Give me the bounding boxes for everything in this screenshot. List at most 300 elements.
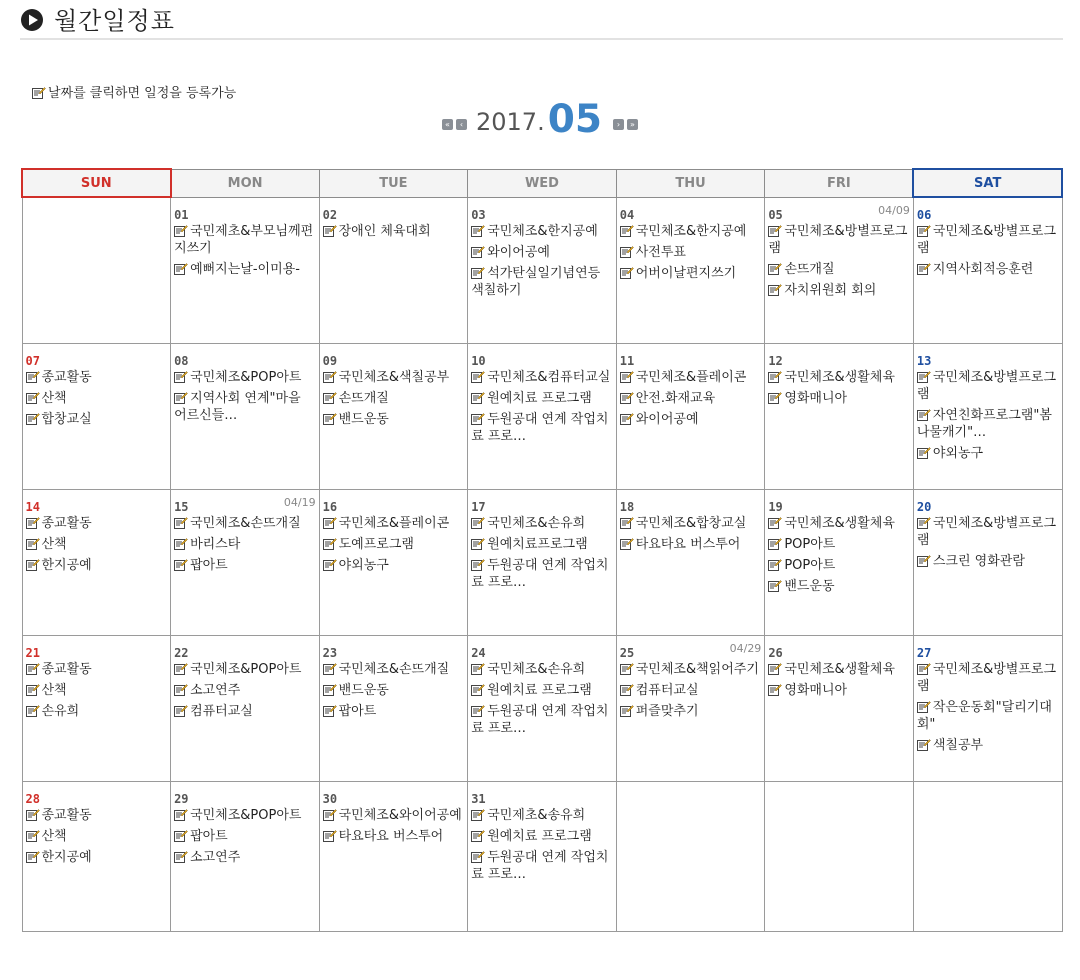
event-label: 컴퓨터교실 bbox=[190, 703, 253, 719]
day-header bbox=[471, 350, 613, 367]
event-label: 와이어공예 bbox=[487, 244, 550, 260]
day-header bbox=[768, 496, 910, 513]
event-label: 밴드운동 bbox=[338, 682, 389, 698]
day-cell[interactable] bbox=[22, 343, 171, 489]
day-cell[interactable] bbox=[468, 635, 617, 781]
page-header bbox=[20, 0, 1063, 40]
day-cell[interactable] bbox=[765, 489, 914, 635]
memo-pencil-icon bbox=[174, 537, 188, 550]
event-label: 팝아트 bbox=[338, 703, 377, 719]
day-cell[interactable] bbox=[468, 489, 617, 635]
memo-pencil-icon bbox=[620, 391, 634, 404]
event-item[interactable] bbox=[768, 282, 910, 299]
day-header bbox=[768, 204, 910, 221]
empty-day-cell bbox=[765, 781, 914, 931]
day-header bbox=[471, 204, 613, 221]
day-cell[interactable] bbox=[171, 781, 320, 931]
event-item[interactable] bbox=[323, 411, 465, 428]
event-label: POP아트 bbox=[784, 536, 836, 552]
event-item[interactable] bbox=[471, 682, 613, 699]
day-number[interactable]: 12 bbox=[768, 353, 783, 368]
event-label: 장애인 체육대회 bbox=[338, 223, 431, 239]
event-item[interactable] bbox=[323, 557, 465, 574]
month-nav bbox=[0, 97, 1080, 150]
week-row bbox=[22, 781, 1062, 931]
memo-pencil-icon bbox=[471, 850, 485, 863]
event-item[interactable] bbox=[26, 515, 168, 532]
event-label: 산책 bbox=[41, 828, 67, 844]
memo-pencil-icon bbox=[174, 370, 188, 383]
event-label: 국민체조&방별프로그램 bbox=[916, 515, 1057, 548]
day-number[interactable]: 11 bbox=[619, 353, 635, 368]
event-item[interactable] bbox=[26, 390, 168, 407]
memo-pencil-icon bbox=[174, 829, 188, 842]
memo-pencil-icon bbox=[323, 683, 337, 696]
event-item[interactable] bbox=[917, 261, 1059, 278]
event-label: 타요타요 버스투어 bbox=[338, 828, 444, 844]
event-item[interactable] bbox=[323, 703, 465, 720]
event-label: 국민체조&손뜨개질 bbox=[338, 661, 450, 677]
event-label: 손뜨개질 bbox=[338, 390, 389, 406]
event-item[interactable] bbox=[471, 703, 613, 737]
memo-pencil-icon bbox=[620, 266, 634, 279]
event-label: 국민체조&손유희 bbox=[487, 661, 586, 677]
event-label: 한지공예 bbox=[41, 557, 92, 573]
event-item[interactable] bbox=[174, 661, 316, 678]
event-item[interactable] bbox=[917, 223, 1059, 257]
event-item[interactable] bbox=[917, 553, 1059, 570]
memo-pencil-icon bbox=[323, 537, 337, 550]
event-item[interactable] bbox=[917, 407, 1059, 441]
day-cell[interactable] bbox=[319, 489, 468, 635]
notice-text: 날짜를 클릭하면 일정을 등록가능 bbox=[48, 86, 237, 101]
event-label: 국민체조&손뜨개질 bbox=[190, 515, 301, 531]
prev-month-button[interactable]: ‹ bbox=[456, 119, 467, 130]
day-cell[interactable] bbox=[913, 489, 1062, 635]
memo-pencil-icon bbox=[471, 704, 485, 717]
event-label: 작은운동회"달리기대회" bbox=[916, 699, 1052, 732]
day-header bbox=[174, 204, 316, 221]
day-header bbox=[323, 496, 465, 513]
event-label: 색칠공부 bbox=[932, 737, 984, 753]
memo-pencil-icon bbox=[323, 516, 337, 529]
day-number[interactable]: 21 bbox=[25, 645, 40, 660]
event-label: 야외농구 bbox=[338, 557, 389, 573]
memo-pencil-icon bbox=[917, 224, 931, 237]
day-number[interactable]: 14 bbox=[25, 499, 40, 514]
memo-pencil-icon bbox=[471, 391, 485, 404]
memo-pencil-icon bbox=[26, 391, 40, 404]
day-number[interactable]: 28 bbox=[25, 791, 40, 806]
event-label: 국민체조&생활체육 bbox=[784, 661, 895, 677]
event-item[interactable] bbox=[620, 244, 762, 261]
event-label: 바리스타 bbox=[190, 536, 241, 552]
memo-pencil-icon bbox=[471, 558, 485, 571]
day-cell[interactable] bbox=[616, 489, 765, 635]
memo-pencil-icon bbox=[26, 558, 40, 571]
event-label: 도예프로그램 bbox=[338, 536, 414, 552]
event-item[interactable] bbox=[174, 849, 316, 866]
empty-day-cell bbox=[913, 781, 1062, 931]
day-number[interactable]: 01 bbox=[174, 207, 189, 222]
memo-pencil-icon bbox=[768, 579, 782, 592]
event-item[interactable] bbox=[26, 557, 168, 574]
event-label: 국민체조&손유희 bbox=[487, 515, 586, 531]
memo-pencil-icon bbox=[917, 554, 931, 567]
memo-pencil-icon bbox=[174, 850, 188, 863]
event-label: 종교활동 bbox=[41, 661, 92, 677]
event-label: 원예치료 프로그램 bbox=[487, 390, 592, 406]
day-header bbox=[174, 350, 316, 367]
day-cell[interactable] bbox=[765, 343, 914, 489]
event-item[interactable] bbox=[917, 445, 1059, 462]
day-number[interactable]: 13 bbox=[916, 353, 932, 368]
event-label: 두원공대 연계 작업치료 프로… bbox=[471, 703, 609, 736]
event-item[interactable] bbox=[768, 369, 910, 386]
event-label: 두원공대 연계 작업치료 프로… bbox=[471, 411, 609, 444]
memo-pencil-icon bbox=[620, 412, 634, 425]
weekday-tue: TUE bbox=[319, 169, 468, 197]
day-header bbox=[323, 642, 465, 659]
memo-pencil-icon bbox=[917, 370, 931, 383]
day-number[interactable]: 27 bbox=[916, 645, 932, 660]
event-item[interactable] bbox=[26, 849, 168, 866]
memo-pencil-icon bbox=[323, 391, 337, 404]
event-label: 산책 bbox=[41, 682, 67, 698]
event-item[interactable] bbox=[620, 661, 762, 678]
event-item[interactable] bbox=[174, 807, 316, 824]
day-cell[interactable] bbox=[171, 489, 320, 635]
day-cell[interactable] bbox=[171, 197, 320, 343]
day-number[interactable]: 02 bbox=[322, 207, 338, 222]
event-item[interactable] bbox=[620, 265, 762, 282]
memo-pencil-icon bbox=[174, 516, 188, 529]
event-label: 야외농구 bbox=[932, 445, 984, 461]
event-label: 밴드운동 bbox=[784, 578, 835, 594]
event-item[interactable] bbox=[471, 265, 613, 299]
event-label: 국민제초&송유희 bbox=[487, 807, 586, 823]
event-item[interactable] bbox=[471, 807, 613, 824]
event-label: 퍼즐맞추기 bbox=[635, 703, 699, 719]
day-number[interactable]: 23 bbox=[322, 645, 338, 660]
day-number[interactable]: 18 bbox=[619, 499, 635, 514]
event-item[interactable] bbox=[26, 661, 168, 678]
memo-pencil-icon bbox=[620, 683, 634, 696]
event-item[interactable] bbox=[471, 411, 613, 445]
day-number[interactable]: 05 bbox=[768, 207, 783, 222]
event-label: 종교활동 bbox=[41, 515, 92, 531]
memo-pencil-icon bbox=[26, 704, 40, 717]
memo-pencil-icon bbox=[26, 829, 40, 842]
event-item[interactable] bbox=[768, 682, 910, 699]
event-item[interactable] bbox=[917, 661, 1059, 695]
event-item[interactable] bbox=[471, 390, 613, 407]
memo-pencil-icon bbox=[32, 86, 46, 99]
day-number[interactable]: 04 bbox=[619, 207, 635, 222]
event-item[interactable] bbox=[471, 557, 613, 591]
event-item[interactable] bbox=[323, 807, 465, 824]
event-item[interactable] bbox=[768, 223, 910, 257]
event-item[interactable] bbox=[323, 682, 465, 699]
event-label: 소고연주 bbox=[190, 682, 241, 698]
event-item[interactable] bbox=[26, 411, 168, 428]
day-header bbox=[471, 496, 613, 513]
event-label: 국민체조&색칠공부 bbox=[338, 369, 450, 385]
memo-pencil-icon bbox=[471, 266, 485, 279]
memo-pencil-icon bbox=[471, 808, 485, 821]
event-item[interactable] bbox=[26, 682, 168, 699]
event-item[interactable] bbox=[323, 661, 465, 678]
memo-pencil-icon bbox=[620, 224, 634, 237]
event-item[interactable] bbox=[768, 578, 910, 595]
memo-pencil-icon bbox=[471, 829, 485, 842]
event-label: 밴드운동 bbox=[338, 411, 389, 427]
memo-pencil-icon bbox=[471, 224, 485, 237]
day-number[interactable]: 20 bbox=[916, 499, 932, 514]
memo-pencil-icon bbox=[620, 662, 634, 675]
memo-pencil-icon bbox=[26, 808, 40, 821]
day-cell[interactable] bbox=[468, 781, 617, 931]
day-cell[interactable] bbox=[22, 635, 171, 781]
day-cell[interactable] bbox=[765, 635, 914, 781]
memo-pencil-icon bbox=[917, 700, 931, 713]
event-item[interactable] bbox=[323, 515, 465, 532]
day-number[interactable]: 22 bbox=[174, 645, 189, 660]
event-item[interactable] bbox=[26, 807, 168, 824]
event-label: 국민체조&방별프로그램 bbox=[916, 661, 1057, 694]
memo-pencil-icon bbox=[768, 662, 782, 675]
event-item[interactable] bbox=[768, 390, 910, 407]
memo-pencil-icon bbox=[174, 662, 188, 675]
lunar-date: 04/29 bbox=[729, 641, 762, 655]
year-label: 2017. bbox=[476, 108, 545, 136]
day-cell[interactable] bbox=[319, 781, 468, 931]
day-number[interactable]: 31 bbox=[471, 791, 486, 806]
event-item[interactable] bbox=[323, 828, 465, 845]
event-item[interactable] bbox=[768, 661, 910, 678]
event-item[interactable] bbox=[768, 515, 910, 532]
event-label: 자연친화프로그램"봄나물캐기"… bbox=[916, 407, 1052, 440]
empty-day-cell bbox=[616, 781, 765, 931]
event-item[interactable] bbox=[174, 515, 316, 532]
day-number[interactable]: 10 bbox=[471, 353, 486, 368]
day-header bbox=[323, 788, 465, 805]
day-cell[interactable] bbox=[913, 197, 1062, 343]
event-item[interactable] bbox=[917, 737, 1059, 754]
event-item[interactable] bbox=[174, 369, 316, 386]
day-cell[interactable] bbox=[22, 781, 171, 931]
day-number[interactable]: 16 bbox=[322, 499, 338, 514]
memo-pencil-icon bbox=[917, 408, 931, 421]
event-item[interactable] bbox=[620, 536, 762, 553]
memo-pencil-icon bbox=[917, 262, 931, 275]
event-item[interactable] bbox=[471, 515, 613, 532]
event-item[interactable] bbox=[620, 369, 762, 386]
memo-pencil-icon bbox=[174, 262, 188, 275]
memo-pencil-icon bbox=[620, 245, 634, 258]
day-number[interactable]: 25 bbox=[619, 645, 635, 660]
day-cell[interactable] bbox=[468, 197, 617, 343]
memo-pencil-icon bbox=[768, 370, 782, 383]
event-label: 종교활동 bbox=[41, 807, 92, 823]
event-item[interactable] bbox=[620, 703, 762, 720]
day-cell[interactable] bbox=[171, 635, 320, 781]
event-label: POP아트 bbox=[784, 557, 836, 573]
event-item[interactable] bbox=[620, 682, 762, 699]
event-item[interactable] bbox=[26, 536, 168, 553]
event-label: 예뻐지는날-이미용- bbox=[190, 261, 300, 277]
memo-pencil-icon bbox=[471, 537, 485, 550]
memo-pencil-icon bbox=[620, 704, 634, 717]
event-label: 원예치료프로그램 bbox=[487, 536, 588, 552]
day-number[interactable]: 26 bbox=[768, 645, 783, 660]
event-item[interactable] bbox=[323, 223, 465, 240]
event-item[interactable] bbox=[471, 828, 613, 845]
next-month-button[interactable]: › bbox=[613, 119, 624, 130]
event-item[interactable] bbox=[620, 515, 762, 532]
memo-pencil-icon bbox=[26, 683, 40, 696]
event-label: 한지공예 bbox=[41, 849, 92, 865]
event-item[interactable] bbox=[768, 536, 910, 553]
event-label: 국민체조&방별프로그램 bbox=[916, 224, 1057, 256]
day-number[interactable]: 19 bbox=[768, 499, 783, 514]
lunar-date: 04/19 bbox=[283, 495, 316, 509]
event-label: 손뜨개질 bbox=[784, 261, 835, 277]
weekday-mon: MON bbox=[171, 169, 320, 197]
week-row bbox=[22, 489, 1062, 635]
day-number[interactable]: 07 bbox=[25, 353, 40, 368]
day-cell[interactable] bbox=[468, 343, 617, 489]
event-item[interactable] bbox=[471, 849, 613, 883]
day-header bbox=[174, 642, 316, 659]
event-item[interactable] bbox=[471, 244, 613, 261]
day-header bbox=[26, 350, 168, 367]
memo-pencil-icon bbox=[26, 412, 40, 425]
memo-pencil-icon bbox=[323, 412, 337, 425]
event-item[interactable] bbox=[620, 223, 762, 240]
event-item[interactable] bbox=[471, 369, 613, 386]
memo-pencil-icon bbox=[768, 558, 782, 571]
event-item[interactable] bbox=[174, 703, 316, 720]
event-item[interactable] bbox=[620, 390, 762, 407]
event-item[interactable] bbox=[26, 703, 168, 720]
event-item[interactable] bbox=[917, 699, 1059, 733]
event-item[interactable] bbox=[917, 515, 1059, 549]
memo-pencil-icon bbox=[323, 704, 337, 717]
event-label: 국민제초&부모님께편지쓰기 bbox=[174, 223, 314, 256]
event-item[interactable] bbox=[174, 682, 316, 699]
memo-pencil-icon bbox=[26, 662, 40, 675]
event-item[interactable] bbox=[471, 223, 613, 240]
weekday-header-row bbox=[22, 169, 1062, 197]
memo-pencil-icon bbox=[917, 738, 931, 751]
day-number[interactable]: 15 bbox=[174, 499, 189, 514]
day-number[interactable]: 09 bbox=[322, 353, 338, 368]
day-number[interactable]: 08 bbox=[174, 353, 189, 368]
event-label: 원예치료 프로그램 bbox=[487, 682, 592, 698]
day-cell[interactable] bbox=[22, 489, 171, 635]
event-item[interactable] bbox=[768, 557, 910, 574]
event-label: 국민체조&한지공예 bbox=[635, 223, 747, 239]
day-cell[interactable] bbox=[765, 197, 914, 343]
day-cell[interactable] bbox=[319, 343, 468, 489]
prev-year-button[interactable]: « bbox=[442, 119, 453, 130]
event-item[interactable] bbox=[26, 828, 168, 845]
day-cell[interactable] bbox=[171, 343, 320, 489]
event-label: 컴퓨터교실 bbox=[635, 682, 699, 698]
day-cell[interactable] bbox=[913, 343, 1062, 489]
day-cell[interactable] bbox=[616, 343, 765, 489]
event-label: 안전.화재교육 bbox=[635, 390, 716, 406]
day-cell[interactable] bbox=[616, 635, 765, 781]
calendar-table bbox=[21, 168, 1063, 932]
day-cell[interactable] bbox=[616, 197, 765, 343]
page-title: 월간일정표 bbox=[54, 7, 175, 35]
event-label: 팝아트 bbox=[190, 557, 228, 573]
memo-pencil-icon bbox=[174, 683, 188, 696]
event-item[interactable] bbox=[471, 661, 613, 678]
event-item[interactable] bbox=[323, 369, 465, 386]
play-circle-icon bbox=[20, 8, 44, 32]
week-row bbox=[22, 343, 1062, 489]
weekday-sat: SAT bbox=[913, 169, 1062, 197]
day-header bbox=[917, 642, 1059, 659]
day-cell[interactable] bbox=[913, 635, 1062, 781]
event-item[interactable] bbox=[174, 557, 316, 574]
memo-pencil-icon bbox=[471, 516, 485, 529]
event-item[interactable] bbox=[323, 536, 465, 553]
day-number[interactable]: 03 bbox=[471, 207, 486, 222]
event-item[interactable] bbox=[768, 261, 910, 278]
event-label: 영화매니아 bbox=[784, 682, 848, 698]
event-item[interactable] bbox=[174, 261, 316, 278]
memo-pencil-icon bbox=[323, 370, 337, 383]
day-header bbox=[620, 642, 762, 659]
day-number[interactable]: 30 bbox=[322, 791, 338, 806]
day-number[interactable]: 24 bbox=[471, 645, 486, 660]
day-header bbox=[620, 496, 762, 513]
event-label: 타요타요 버스투어 bbox=[635, 536, 741, 552]
next-year-button[interactable]: » bbox=[627, 119, 638, 130]
weekday-wed: WED bbox=[468, 169, 617, 197]
day-number[interactable]: 29 bbox=[174, 791, 189, 806]
memo-pencil-icon bbox=[620, 516, 634, 529]
memo-pencil-icon bbox=[917, 516, 931, 529]
day-header bbox=[174, 788, 316, 805]
event-item[interactable] bbox=[26, 369, 168, 386]
event-item[interactable] bbox=[917, 369, 1059, 403]
event-label: 어버이날편지쓰기 bbox=[635, 265, 737, 281]
day-number[interactable]: 17 bbox=[471, 499, 486, 514]
event-item[interactable] bbox=[174, 828, 316, 845]
day-number[interactable]: 06 bbox=[916, 208, 932, 222]
day-header bbox=[26, 496, 168, 513]
day-cell[interactable] bbox=[319, 197, 468, 343]
event-item[interactable] bbox=[174, 223, 316, 257]
day-cell[interactable] bbox=[319, 635, 468, 781]
event-item[interactable] bbox=[620, 411, 762, 428]
event-label: 지역사회적응훈련 bbox=[932, 262, 1034, 277]
event-item[interactable] bbox=[174, 390, 316, 424]
event-item[interactable] bbox=[471, 536, 613, 553]
memo-pencil-icon bbox=[768, 683, 782, 696]
event-item[interactable] bbox=[323, 390, 465, 407]
event-label: 국민체조&와이어공예 bbox=[338, 807, 462, 823]
memo-pencil-icon bbox=[26, 537, 40, 550]
memo-pencil-icon bbox=[917, 662, 931, 675]
event-item[interactable] bbox=[174, 536, 316, 553]
event-label: 국민체조&방별프로그램 bbox=[916, 369, 1057, 402]
